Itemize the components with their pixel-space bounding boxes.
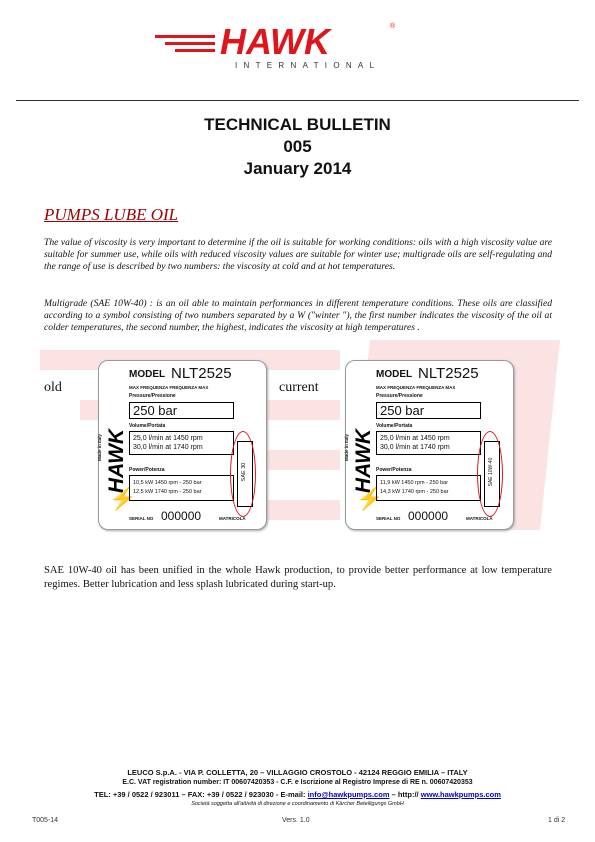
serial-label: SERIAL NO: [129, 516, 154, 521]
pressure-label: Pressure/Pressione: [129, 393, 176, 399]
bulletin-title: TECHNICAL BULLETIN: [204, 115, 391, 134]
oil-spec: SAE 30: [241, 462, 247, 482]
volume-box: [129, 431, 234, 455]
logo-brand: HAWK: [220, 21, 330, 62]
plate-hawk-symbol: ⚡: [109, 486, 137, 511]
plate-hawk-symbol: ⚡: [356, 486, 384, 511]
volume-label: Volume/Portata: [129, 423, 166, 429]
pressure-box: 250 bar: [376, 402, 481, 419]
footer-tel: TEL: +39 / 0522 / 923011 – FAX: +39 / 0522 / 923030 - E-mail:: [94, 790, 308, 799]
footer-note: Società soggetta all'attività di direzione e coordinamento di Kärcher Beteiligungs GmbH: [191, 801, 404, 807]
doc-code: T005-14: [32, 817, 59, 824]
oil-highlight-circle: [230, 431, 256, 517]
model-label: MODEL: [376, 369, 413, 380]
power-line-1: 11,9 kW 1450 rpm - 250 bar: [380, 480, 449, 486]
matricola-label: MATRICOLA: [466, 516, 493, 521]
oil-spec: SAE 10W-40: [488, 457, 494, 487]
model-label: MODEL: [129, 369, 166, 380]
registered-mark: ®: [390, 23, 396, 30]
email-link[interactable]: info@hawkpumps.com: [307, 790, 390, 799]
power-line-2: 12,5 kW 1740 rpm - 250 bar: [133, 489, 202, 495]
section-title: PUMPS LUBE OIL: [44, 205, 179, 224]
power-line-2: 14,3 kW 1740 rpm - 250 bar: [380, 489, 449, 495]
power-line-1: 10,5 kW 1450 rpm - 250 bar: [133, 480, 202, 486]
power-box: [376, 475, 481, 501]
nameplate-current: [345, 360, 514, 530]
header-divider: [16, 100, 579, 101]
volume-label: Volume/Portata: [376, 423, 413, 429]
nameplate-old: [98, 360, 267, 530]
power-box: [129, 475, 234, 501]
model-value: NLT2525: [171, 365, 232, 382]
footer-vat: E.C. VAT registration number: IT 00607420353 - C.F. e Iscrizione al Registro Imprese di RE n. 00607420353: [122, 779, 473, 786]
paragraph-multigrade: Multigrade (SAE 10W-40) : is an oil able to maintain performances in different temperature conditions. These oils are classified according to a symbol consisting of two numbers separated by a W ("winter "), the first number indicates the viscosity of the oil at colder temperatures, the second number, the highest, indicates the viscosity at high temperatures .: [44, 298, 552, 334]
label-current: current: [279, 380, 319, 395]
volume-line-1: 25,0 l/min at 1450 rpm: [380, 435, 450, 442]
pressure-box: 250 bar: [129, 402, 234, 419]
serial-value: 000000: [408, 509, 449, 523]
matricola-label: MATRICOLA: [219, 516, 246, 521]
volume-line-1: 25,0 l/min at 1450 rpm: [133, 435, 203, 442]
power-label: Power/Potenza: [129, 467, 165, 473]
volume-box: [376, 431, 481, 455]
paragraph-unified: SAE 10W-40 oil has been unified in the whole Hawk production, to provide better performance at low temperature regimes. Better lubrication and less splash lubricated during start-up.: [44, 565, 552, 590]
paragraph-viscosity: The value of viscosity is very important to determine if the oil is suitable for working conditions: oils with a high viscosity value are suitable for summer use, while oils with reduced viscosity values are suitable for winter use; multigrade oils are self-regulating and the range of use is described by two numbers: the viscosity at cold and at hot temperatures.: [44, 237, 552, 273]
logo-subtitle: INTERNATIONAL: [235, 61, 381, 70]
model-value: NLT2525: [418, 365, 479, 382]
volume-line-2: 30,0 l/min at 1740 rpm: [133, 444, 203, 451]
model-sub: MAX FREQUENZA FREQUENZA MAX: [129, 385, 209, 390]
bulletin-number: 005: [283, 137, 312, 156]
model-sub: MAX FREQUENZA FREQUENZA MAX: [376, 385, 456, 390]
footer-company: LEUCO S.p.A. - VIA P. COLLETTA, 20 – VILLAGGIO CROSTOLO - 42124 REGGIO EMILIA – ITALY: [127, 768, 468, 777]
doc-version: Vers. 1.0: [282, 817, 310, 824]
oil-highlight-circle: [477, 431, 503, 517]
label-old: old: [44, 380, 62, 395]
made-in-italy: Made in Italy: [344, 433, 349, 461]
plate-brand-vertical: HAWK: [105, 428, 129, 494]
volume-line-2: 30,0 l/min at 1740 rpm: [380, 444, 450, 451]
footer-http: – http://: [389, 790, 421, 799]
serial-label: SERIAL NO: [376, 516, 401, 521]
plate-brand-vertical: HAWK: [352, 428, 376, 494]
power-label: Power/Potenza: [376, 467, 412, 473]
page-number: 1 di 2: [548, 817, 566, 824]
serial-value: 000000: [161, 509, 202, 523]
footer-contacts: [0, 790, 595, 799]
pressure-label: Pressure/Pressione: [376, 393, 423, 399]
hawk-logo: [150, 18, 400, 70]
website-link[interactable]: www.hawkpumps.com: [420, 790, 501, 799]
made-in-italy: Made in Italy: [97, 433, 102, 461]
bulletin-date: January 2014: [243, 159, 352, 178]
